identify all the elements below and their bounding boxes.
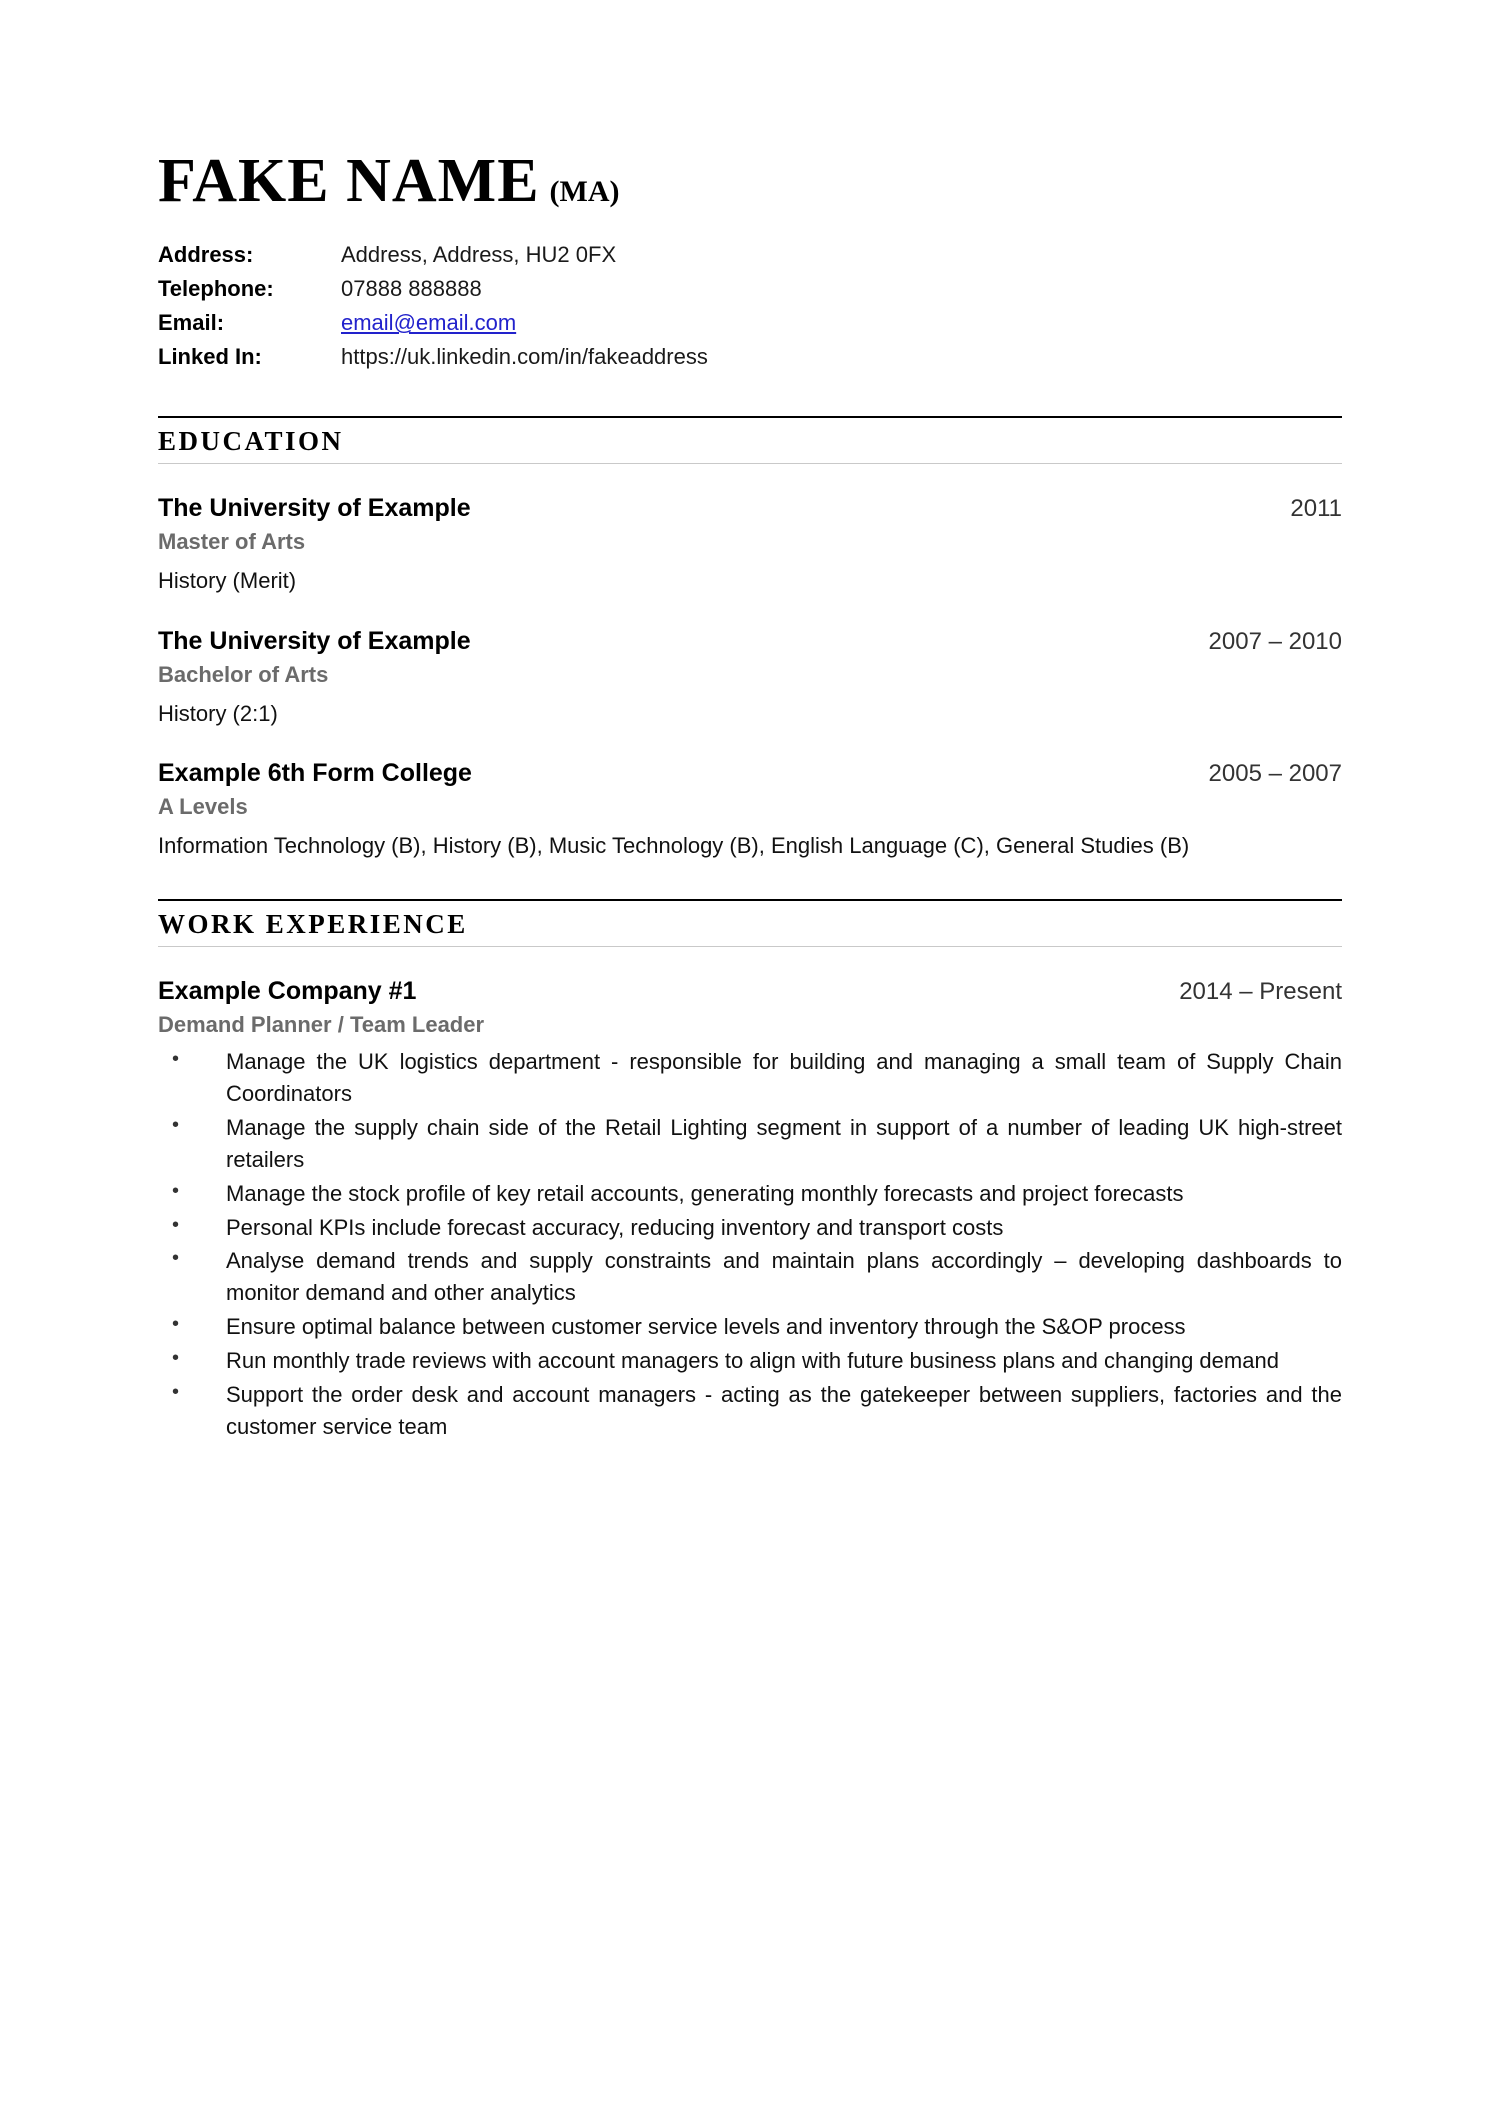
contact-row-address: [158, 238, 1342, 272]
contact-value-address: Address, Address, HU2 0FX: [341, 242, 617, 267]
work-job-title: Demand Planner / Team Leader: [158, 1012, 485, 1038]
education-institution: The University of Example: [158, 626, 471, 655]
education-entry-header: [158, 759, 1342, 788]
email-link[interactable]: email@email.com: [341, 310, 517, 336]
section-education: [158, 416, 1342, 861]
education-detail: History (Merit): [158, 568, 297, 594]
education-entry: [158, 759, 1342, 861]
education-institution: The University of Example: [158, 494, 471, 523]
education-qualification: A Levels: [158, 793, 248, 819]
work-entry: [158, 977, 1342, 1443]
contact-row-linkedin: [158, 340, 1342, 374]
education-entry: [158, 627, 1342, 729]
contact-label-telephone: Telephone:: [158, 276, 274, 302]
section-title-education: EDUCATION: [158, 416, 1342, 464]
list-item: • Personal KPIs include forecast accuracy, reducing inventory and transport costs: [158, 1212, 1342, 1244]
section-work-experience: [158, 899, 1342, 1443]
contact-row-telephone: [158, 272, 1342, 306]
contact-value-linkedin: https://uk.linkedin.com/in/fakeaddress: [341, 344, 708, 370]
work-entry-header: [158, 977, 1342, 1006]
list-item: • Support the order desk and account managers - acting as the gatekeeper between suppliers, factories and the customer service team: [158, 1379, 1342, 1443]
education-entry-header: [158, 494, 1342, 523]
contact-label-address: Address:: [158, 242, 254, 267]
education-date: 2007 – 2010: [1208, 627, 1342, 655]
work-company: Example Company #1: [158, 977, 417, 1006]
education-entry-header: [158, 627, 1342, 656]
work-date: 2014 – Present: [1179, 978, 1342, 1006]
list-item: • Manage the supply chain side of the Retail Lighting segment in support of a number of leading UK high-street retailers: [158, 1112, 1342, 1176]
education-detail: Information Technology (B), History (B), Music Technology (B), English Language (C), General Studies (B): [158, 832, 1190, 858]
candidate-qualification: (MA): [549, 175, 620, 208]
education-institution: Example 6th Form College: [158, 758, 472, 787]
education-entry: [158, 494, 1342, 596]
education-date: 2011: [1290, 495, 1342, 523]
list-item: • Manage the stock profile of key retail accounts, generating monthly forecasts and project forecasts: [158, 1178, 1342, 1210]
candidate-name: FAKE NAME: [158, 147, 540, 215]
contact-row-email: [158, 306, 1342, 340]
contact-details: [158, 238, 1342, 374]
list-item: • Ensure optimal balance between customer service levels and inventory through the S&OP process: [158, 1311, 1342, 1343]
contact-value-telephone: 07888 888888: [341, 276, 482, 302]
work-responsibilities-list: [158, 1046, 1342, 1443]
contact-label-email: Email:: [158, 310, 225, 336]
page-title: [158, 147, 1342, 215]
section-title-work-experience: WORK EXPERIENCE: [158, 899, 1342, 947]
list-item: • Analyse demand trends and supply constraints and maintain plans accordingly – developing dashboards to monitor demand and other analytics: [158, 1245, 1342, 1309]
education-qualification: Bachelor of Arts: [158, 661, 329, 687]
list-item: • Run monthly trade reviews with account managers to align with future business plans and changing demand: [158, 1345, 1342, 1377]
education-qualification: Master of Arts: [158, 529, 306, 555]
education-date: 2005 – 2007: [1208, 759, 1342, 787]
list-item: • Manage the UK logistics department - responsible for building and managing a small team of Supply Chain Coordinators: [158, 1046, 1342, 1110]
contact-label-linkedin: Linked In:: [158, 344, 262, 370]
education-detail: History (2:1): [158, 700, 278, 726]
